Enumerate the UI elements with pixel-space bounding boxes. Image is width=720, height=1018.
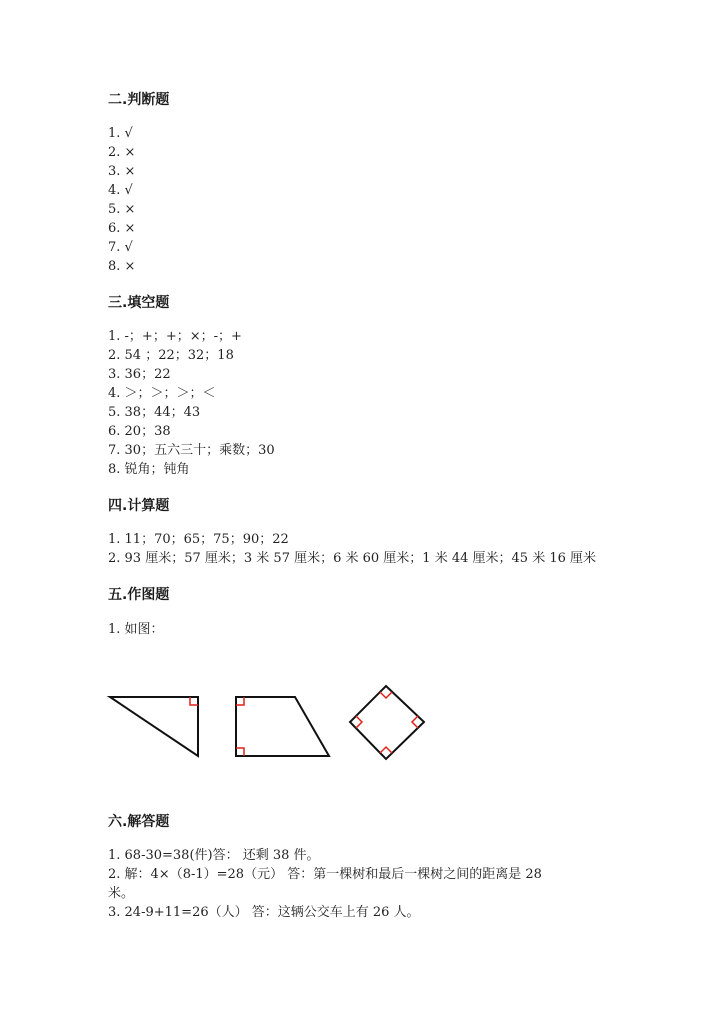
right-angle-mark <box>190 697 198 705</box>
fill-answer-2: 2. 54 ；22；32；18 <box>108 348 234 363</box>
right-angle-mark <box>236 697 244 705</box>
solve-answer-1: 1. 68-30=38(件)答： 还剩 38 件。 <box>108 848 320 863</box>
section-title-calc: 四.计算题 <box>108 498 170 514</box>
judge-answer-2: 2. × <box>108 145 136 160</box>
judge-answer-8: 8. × <box>108 259 136 274</box>
section-title-draw: 五.作图题 <box>108 587 170 603</box>
judge-answer-6: 6. × <box>108 221 136 236</box>
right-triangle-figure <box>110 697 198 756</box>
section-title-fill: 三.填空题 <box>108 295 170 311</box>
right-angle-mark <box>380 692 392 698</box>
judge-answer-7: 7. √ <box>108 240 133 255</box>
judge-answer-5: 5. × <box>108 202 136 217</box>
fill-answer-7: 7. 30；五六三十；乘数；30 <box>108 443 275 458</box>
section-title-solve: 六.解答题 <box>108 814 170 830</box>
solve-answer-2-cont: 米。 <box>108 886 135 901</box>
fill-answer-6: 6. 20；38 <box>108 424 171 439</box>
fill-answer-1: 1. -；+；+；×；-；+ <box>108 329 242 344</box>
solve-answer-2: 2. 解：4×（8-1）=28（元） 答：第一棵树和最后一棵树之间的距离是 28 <box>108 867 542 882</box>
fill-answer-5: 5. 38；44；43 <box>108 405 201 420</box>
draw-answer-1: 1. 如图： <box>108 622 164 637</box>
judge-answer-4: 4. √ <box>108 183 133 198</box>
right-angle-mark <box>412 716 418 728</box>
judge-answer-1: 1. √ <box>108 126 133 141</box>
fill-answer-8: 8. 锐角；钝角 <box>108 462 190 477</box>
solve-answer-3: 3. 24-9+11=26（人） 答：这辆公交车上有 26 人。 <box>108 905 420 920</box>
calc-answer-1: 1. 11；70；65；75；90；22 <box>108 532 289 547</box>
right-trapezoid-figure <box>236 697 329 756</box>
right-angle-mark <box>356 716 362 728</box>
square-figure <box>350 686 424 759</box>
calc-answer-2: 2. 93 厘米；57 厘米；3 米 57 厘米；6 米 60 厘米；1 米 44 厘米；45 米 16 厘米 <box>108 551 596 566</box>
right-angle-mark <box>236 748 244 756</box>
section-title-judge: 二.判断题 <box>108 92 170 108</box>
judge-answer-3: 3. × <box>108 164 136 179</box>
fill-answer-4: 4. ＞；＞；＞；＜ <box>108 386 216 401</box>
fill-answer-3: 3. 36；22 <box>108 367 171 382</box>
right-angle-mark <box>380 747 392 753</box>
